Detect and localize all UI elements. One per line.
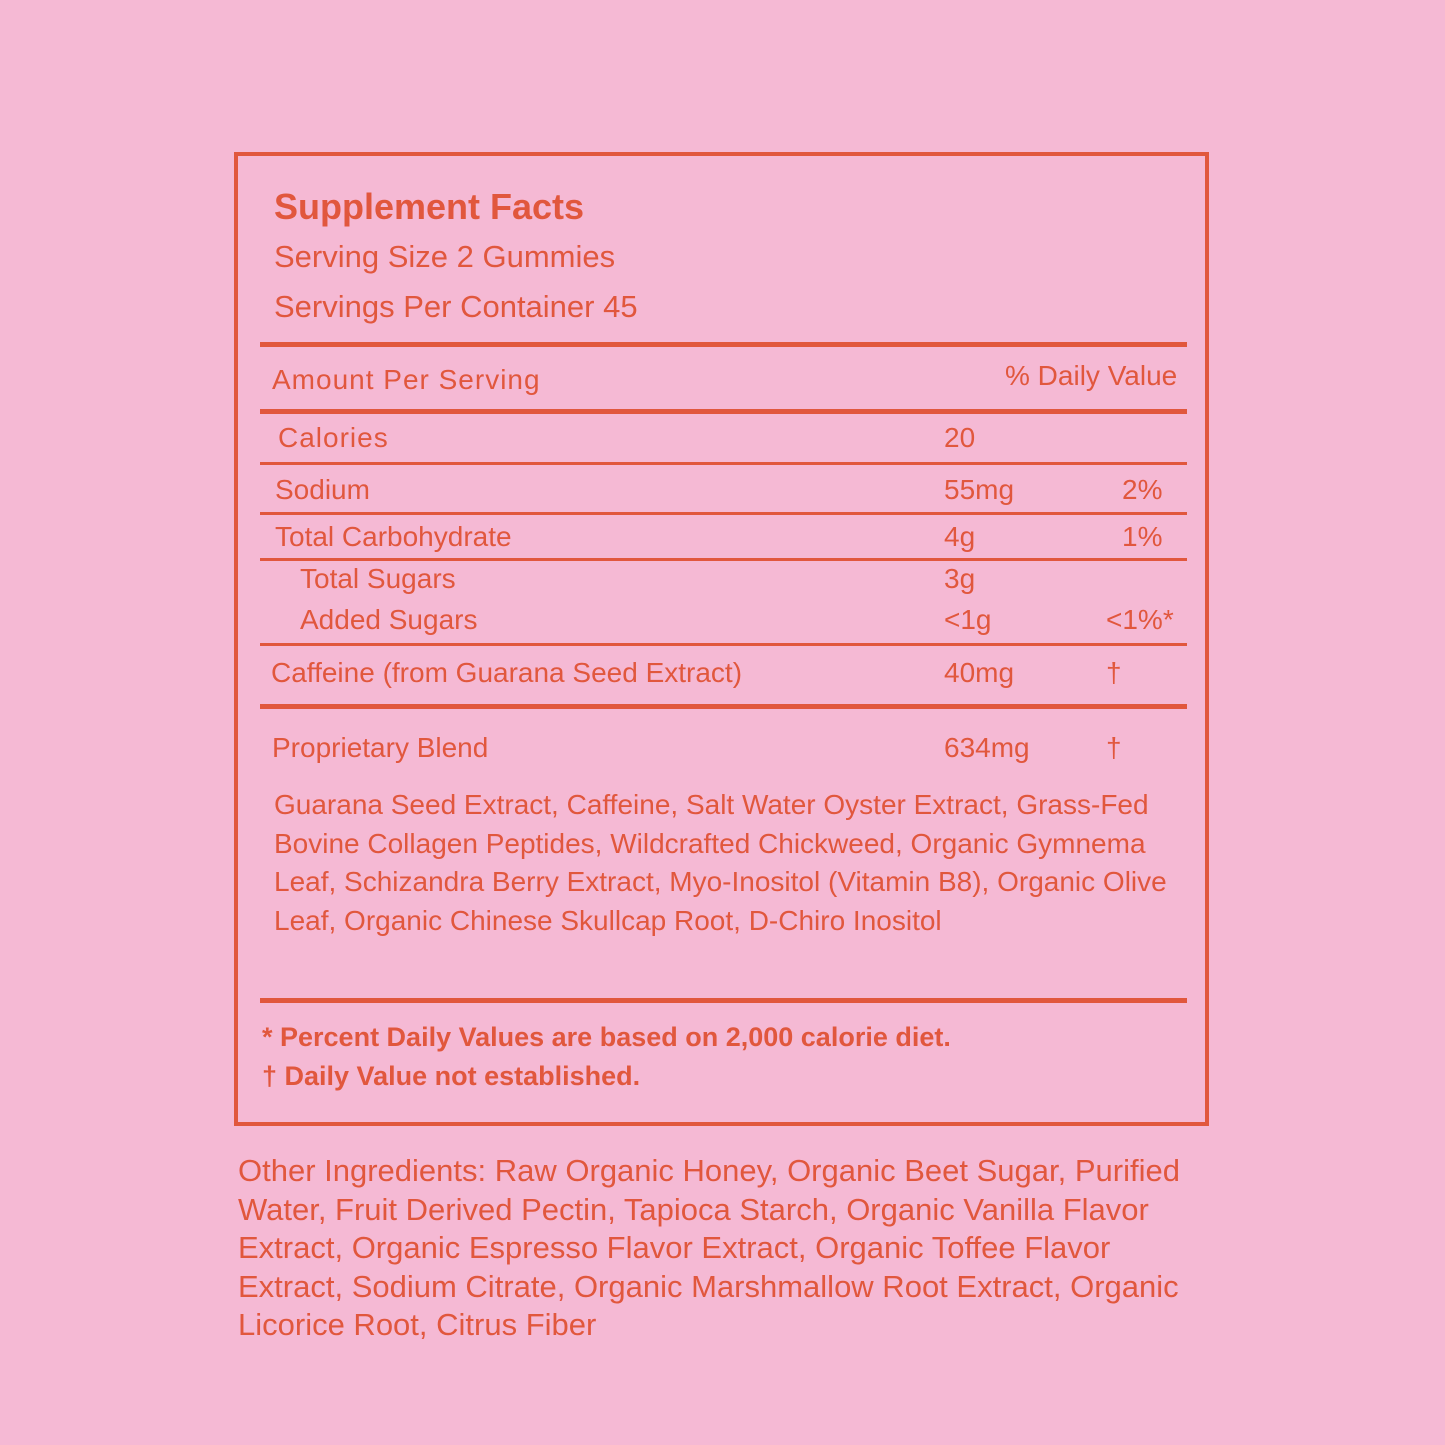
total-carbohydrate-dv: 1%: [1122, 521, 1163, 552]
total-carbohydrate-amount: 4g: [944, 521, 976, 552]
divider: [260, 558, 1187, 561]
amount-per-serving-label: Amount Per Serving: [272, 364, 541, 395]
caffeine-amount: 40mg: [944, 657, 1015, 688]
proprietary-blend-label: Proprietary Blend: [272, 732, 489, 763]
added-sugars-amount: <1g: [944, 604, 992, 635]
caffeine-dv: †: [1106, 657, 1122, 688]
sodium-dv: 2%: [1122, 474, 1163, 505]
daily-value-label: % Daily Value: [1005, 360, 1178, 391]
divider-thick: [260, 704, 1187, 709]
added-sugars-dv: <1%*: [1106, 604, 1174, 635]
caffeine-label: Caffeine (from Guarana Seed Extract): [271, 657, 743, 688]
proprietary-blend-amount: 634mg: [944, 732, 1030, 763]
sodium-label: Sodium: [275, 474, 370, 505]
divider-thick: [260, 409, 1187, 414]
total-sugars-amount: 3g: [944, 563, 976, 594]
total-carbohydrate-label: Total Carbohydrate: [275, 521, 512, 552]
footnote-daily-value-not-established: † Daily Value not established.: [262, 1061, 641, 1091]
supplement-facts-panel: [234, 152, 1209, 1126]
serving-size: Serving Size 2 Gummies: [274, 239, 616, 274]
total-sugars-label: Total Sugars: [300, 563, 456, 594]
proprietary-blend-ingredients: Guarana Seed Extract, Caffeine, Salt Water Oyster Extract, Grass-Fed Bovine Collagen Peptides, Wildcrafted Chickweed, Organic Gymnema Leaf, Schizandra Berry Extract, Myo-Inositol (Vitamin B8), Organic Olive Leaf, Organic Chinese Skullcap Root, D-Chiro Inositol: [274, 789, 1167, 936]
footnote-percent-daily-values: * Percent Daily Values are based on 2,000 calorie diet.: [262, 1022, 951, 1052]
divider: [260, 643, 1187, 646]
other-ingredients: Other Ingredients: Raw Organic Honey, Organic Beet Sugar, Purified Water, Fruit Derived Pectin, Tapioca Starch, Organic Vanilla Flavor Extract, Organic Espresso Flavor Extract, Organic Toffee Flavor Extract, Sodium Citrate, Organic Marshmallow Root Extract, Organic Licorice Root, Citrus Fiber: [238, 1153, 1180, 1342]
proprietary-blend-dv: †: [1106, 732, 1122, 763]
servings-per-container: Servings Per Container 45: [274, 289, 638, 324]
divider-thick: [260, 342, 1187, 347]
calories-label: Calories: [278, 422, 389, 453]
calories-amount: 20: [944, 422, 976, 453]
panel-title: Supplement Facts: [274, 186, 585, 227]
divider: [260, 512, 1187, 515]
sodium-amount: 55mg: [944, 474, 1015, 505]
divider-thick: [260, 998, 1187, 1003]
added-sugars-label: Added Sugars: [300, 604, 478, 635]
divider: [260, 462, 1187, 465]
